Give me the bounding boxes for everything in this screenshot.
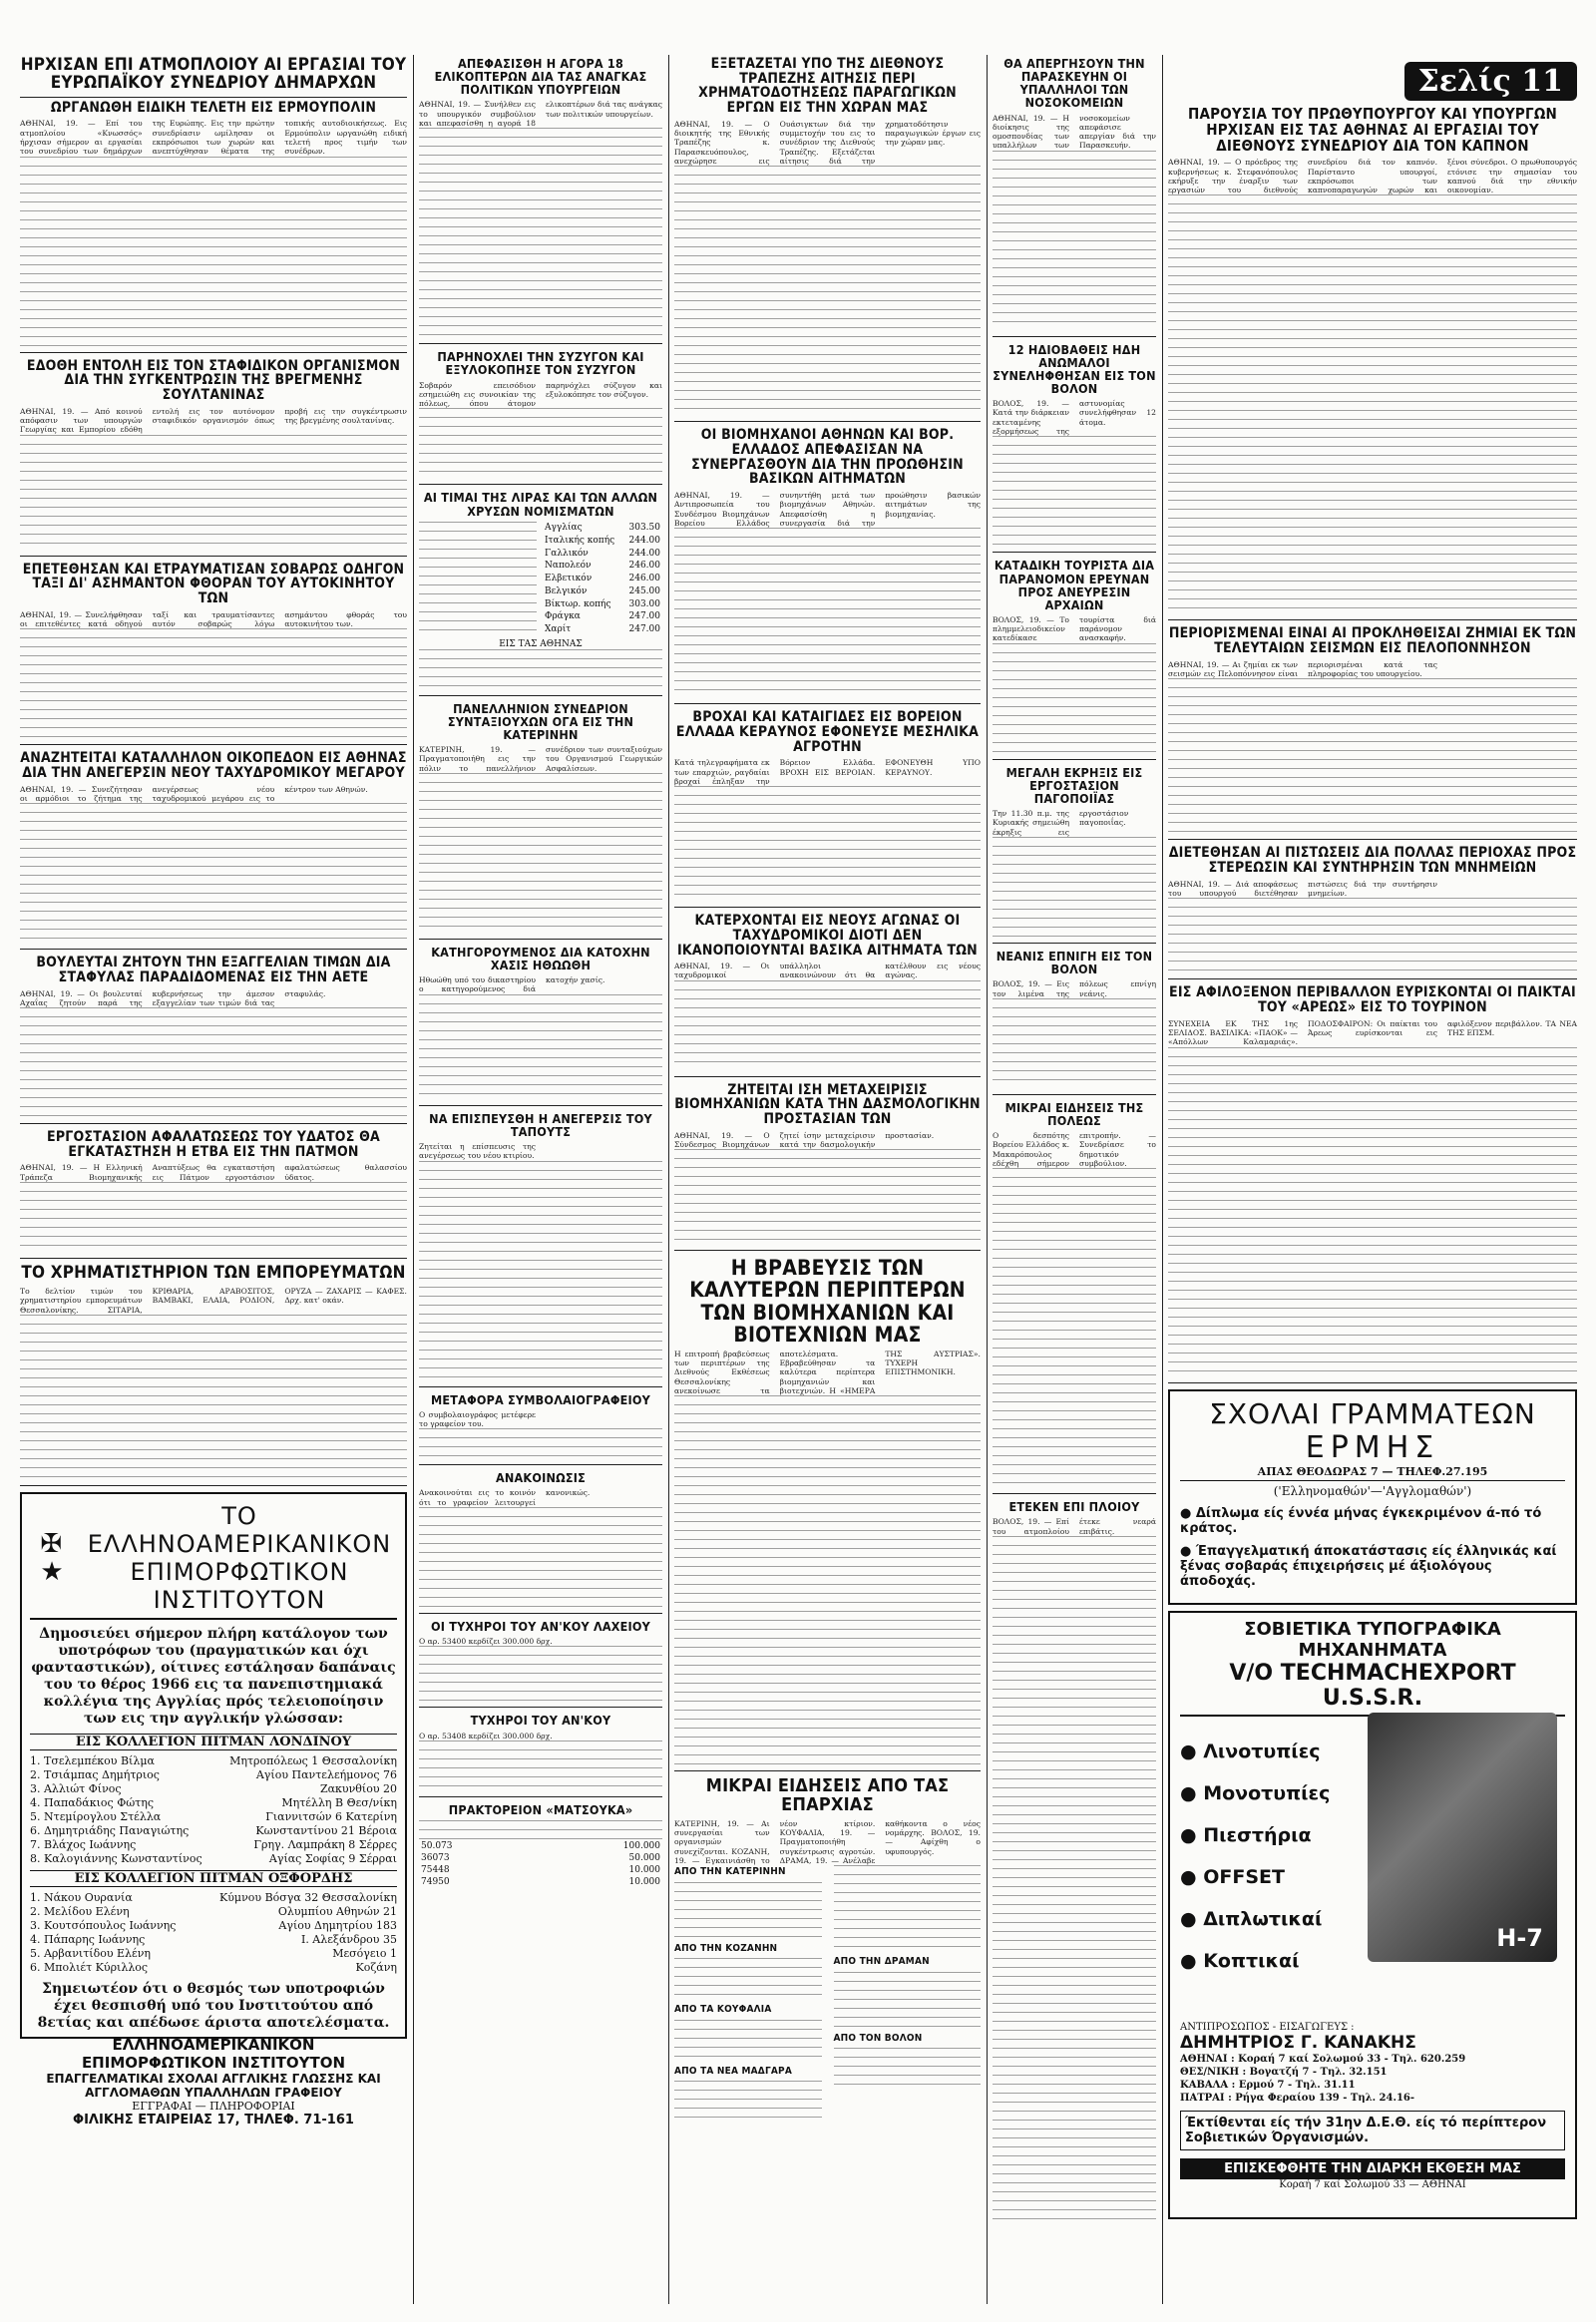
table-cell: 244.00 <box>628 548 660 559</box>
text-lines <box>674 786 981 901</box>
ad-address: ΑΠΑΣ ΘΕΟΔΩΡΑΣ 7 — ΤΗΛΕΦ.27.195 <box>1180 1465 1565 1481</box>
list-item <box>30 1905 397 1919</box>
table-cell: 50.000 <box>628 1853 660 1864</box>
list-item <box>30 1961 397 1975</box>
text-lines <box>20 803 407 943</box>
scholar-name: 6. Δημητριάδης Παναγιώτης <box>30 1823 190 1837</box>
product-item: ● Μονοτυπίες <box>1180 1782 1565 1804</box>
scholar-address: Μητροπόλεως 1 Θεσσαλονίκη <box>229 1753 397 1767</box>
text-lines <box>419 649 662 689</box>
table-cell: Ναπολεόν <box>545 561 592 572</box>
article-body: ΒΟΛΟΣ, 19. — Επί του ατμοπλοίου έτεκε νεαρά επιβάτις. <box>993 1517 1156 1536</box>
headline: ΕΠΕΤΕΘΗΣΑΝ ΚΑΙ ΕΤΡΑΥΜΑΤΙΣΑΝ ΣΟΒΑΡΩΣ ΟΔΗΓΟΝ ΤΑΞΙ ΔΙ' ΑΣΗΜΑΝΤΟΝ ΦΘΟΡΑΝ ΤΟΥ ΑΥΤΟΚΙΝΗΤΟΥ ΤΩΝ <box>22 561 405 606</box>
ad-title: ΕΠΙΜΟΡΦΩΤΙΚΟΝ ΙΝΣΤΙΤΟΥΤΟΝ <box>130 1557 349 1614</box>
table-cell: 246.00 <box>628 574 660 584</box>
ad-title: ΕΡΜΗΣ <box>1305 1429 1440 1465</box>
article-body: ΑΘΗΝΑΙ, 19. — Οι βουλευταί Αχαΐας ζητούν παρά της κυβερνήσεως την άμεσον εξαγγελίαν των τιμών διά τας σταφυλάς. <box>20 988 326 1007</box>
scholar-address: Γιαννιτσών 6 Κατερίνη <box>265 1809 397 1823</box>
article-lacheio <box>419 1620 662 1708</box>
article-body: ΑΘΗΝΑΙ, 19. — Ο διοικητής της Εθνικής Τραπέζης κ. Παρασκευόπουλος, ανεχώρησε εις Ουάσιγκτων διά την συμμετοχήν του εις το συνέδριον της Διεθνούς Τραπέζης. Εξετάζεται αίτησις διά την χρηματοδότησιν παραγωγικών έργων εις την χώραν μας. <box>674 119 981 166</box>
headline: ΕΙΣ ΑΦΙΛΟΞΕΝΟΝ ΠΕΡΙΒΑΛΛΟΝ ΕΥΡΙΣΚΟΝΤΑΙ ΟΙ ΠΑΙΚΤΑΙ ΤΟΥ «ΑΡΕΩΣ» ΕΙΣ ΤΟ ΤΟΥΡΙΝΟΝ <box>1169 984 1576 1016</box>
article-body: ΒΟΛΟΣ, 19. — Το πλημμελειοδικείον κατεδίκασε τουρίστα διά παράνομον ανασκαφήν. <box>993 614 1156 643</box>
list-item <box>30 1810 397 1824</box>
headline: ΝΕΑΝΙΣ ΕΠΝΙΓΗ ΕΙΣ ΤΟΝ ΒΟΛΟΝ <box>996 949 1153 977</box>
scholar-list <box>30 1754 397 1866</box>
scholar-name: 8. Καλογιάννης Κωνσταντίνος <box>30 1851 202 1865</box>
article-body: ΚΑΤΕΡΙΝΗ, 19. — Αι συνεργασίαι των οργανισμών συνεχίζονται. ΚΟΖΑΝΗ, 19. — Εγκαινιάσθη το νέον κτίριον. ΚΟΥΦΑΛΙΑ, 19. — Πραγματοποιήθη συγκέντρωσις αγροτών. ΔΡΑΜΑ, 19. — Ανέλαβε καθήκοντα ο νέος νομάρχης. ΒΟΛΟΣ, 19. — Αφίχθη ο υφυπουργός. <box>674 1818 981 1866</box>
table-cell: 303.00 <box>628 598 660 609</box>
ad-bullet: ● Έπαγγελματική άποκατάστασις είς έλληνικάς καί ξένας σοβαράς έπιχειρήσεις μέ άξιολόγους άποδοχάς. <box>1180 1544 1565 1589</box>
article-chasis <box>419 946 662 1106</box>
list-item <box>30 1919 397 1933</box>
article-vraveusis <box>674 1257 981 1771</box>
article-body: Ζητείται η επίσπευσις της ανεγέρσεως του νέου κτιρίου. <box>419 1142 536 1161</box>
ad-cta: Έκτίθενται είς τήν 31ην Δ.Ε.Θ. είς τό περίπτερον Σοβιετικών Όργανισμών. <box>1180 2111 1565 2150</box>
machine-model: Η-7 <box>1496 1923 1543 1952</box>
eagle-emblem-icon: ✠ ★ <box>40 1528 64 1587</box>
article-ekrixis <box>993 766 1156 944</box>
article-body: ΚΑΤΕΡΙΝΗ, 19. — Πραγματοποιήθη εις την πόλιν το πανελλήνιον συνέδριον των συνταξιούχων του Οργανισμού Γεωργικών Ασφαλίσεων. <box>419 745 662 773</box>
text-lines <box>20 157 407 346</box>
table-row <box>543 623 662 636</box>
section-label: ΑΠΟ ΤΗΝ ΚΑΤΕΡΙΝΗΝ <box>674 1866 786 1878</box>
article-body: ΑΘΗΝΑΙ, 19. — Επί του ατμοπλοίου «Κνωσσός» ήρχισαν σήμερον αι εργασίαι του συνεδρίου των δημάρχων της Ευρώπης. Εις την πρώτην συνεδρίασιν ωμίλησαν οι εκπρόσωποι των χωρών και ανεπτύχθησαν θέματα της τοπικής αυτοδιοικήσεως. Εις Ερμούπολιν ωργανώθη ειδική τελετή προς τιμήν των συνέδρων. <box>20 119 407 157</box>
text-lines <box>993 1536 1156 2224</box>
table-cell: Βελγικόν <box>545 585 588 596</box>
article-eparchies <box>674 1777 981 2127</box>
article-nosokomeia <box>993 57 1156 337</box>
table-cell: Βίκτωρ. κοπής <box>545 598 611 609</box>
rep-name: ΔΗΜΗΤΡΙΟΣ Γ. ΚΑΝΑΚΗΣ <box>1180 2032 1416 2053</box>
table-row <box>419 1864 662 1876</box>
table-cell: Ιταλικής κοπής <box>545 535 615 546</box>
article-vrochai <box>674 710 981 908</box>
headline: ΚΑΤΗΓΟΡΟΥΜΕΝΟΣ ΔΙΑ ΚΑΤΟΧΗΝ ΧΑΣΙΣ ΗΘΩΩΘΗ <box>431 944 650 973</box>
table-cell: 247.00 <box>628 624 660 635</box>
scholar-name: 3. Κουτσόπουλος Ιωάννης <box>30 1918 177 1932</box>
table-row <box>543 597 662 610</box>
headline: ΘΑ ΑΠΕΡΓΗΣΟΥΝ ΤΗΝ ΠΑΡΑΣΚΕΥΗΝ ΟΙ ΥΠΑΛΛΗΛΟΙ ΤΩΝ ΝΟΣΟΚΟΜΕΙΩΝ <box>1003 56 1145 111</box>
headline: ΜΙΚΡΑΙ ΕΙΔΗΣΕΙΣ ΤΗΣ ΠΟΛΕΩΣ <box>1004 1099 1144 1128</box>
ad-footer-address: Κοραή 7 καί Σολωμού 33 — ΑΘΗΝΑΙ <box>1279 2178 1466 2190</box>
scholar-address: Αγίου Δημητρίου 183 <box>278 1918 397 1932</box>
column-2 <box>419 55 662 1900</box>
scholar-address: Γρηγ. Λαμπράκη 8 Σέρρες <box>253 1837 397 1851</box>
article-body: ΒΟΛΟΣ, 19. — Κατά την διάρκειαν εκτεταμένης εξορμήσεως της αστυνομίας συνελήφθησαν 12 άτομα. <box>993 399 1156 437</box>
article-body: ΑΘΗΝΑΙ, 19. — Οι ταχυδρομικοί υπάλληλοι ανακοινώνουν ότι θα κατέλθουν εις νέους αγώνας. <box>674 962 981 980</box>
scholar-address: Ζακυνθίου 20 <box>319 1781 397 1795</box>
ad-footer: ΕΠΙΣΚΕΦΘΗΤΕ ΤΗΝ ΔΙΑΡΚΗ ΕΚΘΕΣΗ ΜΑΣ <box>1180 2158 1565 2179</box>
text-lines <box>419 994 662 1099</box>
headline: ΒΡΟΧΑΙ ΚΑΙ ΚΑΤΑΙΓΙΔΕΣ ΕΙΣ ΒΟΡΕΙΟΝ ΕΛΛΑΔΑ ΚΕΡΑΥΝΟΣ ΕΦΟΝΕΥΣΕ ΜΕΣΗΛΙΚΑ ΑΓΡΟΤΗΝ <box>675 709 980 755</box>
article-body: Ο συμβολαιογράφος μετέφερε το γραφείον του. <box>419 1409 536 1429</box>
text-lines <box>20 628 407 738</box>
headline: ΝΑ ΕΠΙΣΠΕΥΣΘΗ Η ΑΝΕΓΕΡΣΙΣ ΤΟΥ ΤΑΠΟΥΤΣ <box>429 1110 652 1139</box>
headline: ΠΡΑΚΤΟΡΕΙΟΝ «ΜΑΤΣΟΥΚΑ» <box>448 1801 633 1817</box>
ad-schools <box>1168 1389 1577 1605</box>
rep-label: ΑΝΤΙΠΡΟΣΩΠΟΣ - ΕΙΣΑΓΩΓΕΥΣ : <box>1180 2021 1355 2033</box>
article-body: ΑΘΗΝΑΙ, 19. — Αι ζημίαι εκ των σεισμών εις Πελοπόννησον είναι περιορισμέναι κατά τας πληροφορίας του υπουργείου. <box>1168 659 1437 679</box>
table-cell: 303.50 <box>628 523 660 534</box>
table-cell: 75448 <box>421 1865 450 1876</box>
text-lines <box>993 837 1156 937</box>
article-patmos <box>20 1130 407 1259</box>
text-lines <box>419 1428 662 1458</box>
table-cell: 74950 <box>421 1877 450 1888</box>
headline: ΠΑΡΟΥΣΙΑ ΤΟΥ ΠΡΩΘΥΠΟΥΡΓΟΥ ΚΑΙ ΥΠΟΥΡΓΩΝ ΗΡΧΙΣΑΝ ΕΙΣ ΤΑΣ ΑΘΗΝΑΣ ΑΙ ΕΡΓΑΣΙΑΙ ΤΟΥ ΔΙΕΘΝΟΥΣ ΣΥΝΕΔΡΙΟΥ ΔΙΑ ΤΟΝ ΚΑΠΝΟΝ <box>1187 105 1557 155</box>
table-row <box>543 610 662 623</box>
list-item <box>30 1796 397 1810</box>
scholar-address: Ι. Αλεξάνδρου 35 <box>300 1932 397 1946</box>
headline: ΕΤΕΚΕΝ ΕΠΙ ΠΛΟΙΟΥ <box>1008 1499 1140 1515</box>
article-dimarchon <box>20 57 407 353</box>
scholar-name: 4. Παπαδάκιος Φώτης <box>30 1795 155 1809</box>
text-lines <box>993 151 1156 330</box>
ad-footer: ΕΠΙΜΟΡΦΩΤΙΚΟΝ ΙΝΣΤΙΤΟΥΤΟΝ <box>81 2053 346 2072</box>
scholar-name: 6. Μπολιέτ Κύριλλος <box>30 1960 149 1974</box>
article-elikoptera <box>419 57 662 344</box>
scholar-name: 7. Βλάχος Ιωάννης <box>30 1837 137 1851</box>
office-address: ΠΑΤΡΑΙ : Ρήγα Φεραίου 139 - Τηλ. 24.16- <box>1180 2092 1415 2104</box>
headline: ΕΡΓΟΣΤΑΣΙΟΝ ΑΦΑΛΑΤΩΣΕΩΣ ΤΟΥ ΥΔΑΤΟΣ ΘΑ ΕΓΚΑΤΑΣΤΗΣΗ Η ΕΤΒΑ ΕΙΣ ΤΗΝ ΠΑΤΜΟΝ <box>47 1129 380 1160</box>
article-vouleftai <box>20 956 407 1124</box>
table-cell: 247.00 <box>628 611 660 622</box>
scholar-name: 5. Αρβανιτίδου Ελένη <box>30 1946 151 1960</box>
table-cell: Αγγλίας <box>545 523 583 534</box>
article-metafora <box>419 1393 662 1466</box>
article-body: Ο αρ. 53408 κερδίζει 300.000 δρχ. <box>419 1731 553 1741</box>
article-praktoreio <box>419 1803 662 1894</box>
column-rule <box>413 55 414 2304</box>
article-body: ΑΘΗΝΑΙ, 19. — Συνελήφθησαν οι επιτεθέντες κατά οδηγού ταξί και τραυματίσαντες αυτόν σοβαρώς λόγω ασημάντου φθοράς του αυτοκινήτου των. <box>20 609 407 628</box>
ad-footer: ΦΙΛΙΚΗΣ ΕΤΑΙΡΕΙΑΣ 17, ΤΗΛΕΦ. 71-161 <box>73 2112 354 2128</box>
text-lines <box>419 773 662 933</box>
list-item <box>30 1824 397 1838</box>
headline: ΖΗΤΕΙΤΑΙ ΙΣΗ ΜΕΤΑΧΕΙΡΙΣΙΣ ΒΙΟΜΗΧΑΝΙΩΝ ΚΑΤΑ ΤΗΝ ΔΑΣΜΟΛΟΓΙΚΗΝ ΠΡΟΣΤΑΣΙΑΝ ΤΩΝ <box>674 1081 981 1128</box>
headline: ΜΕΓΑΛΗ ΕΚΡΗΞΙΣ ΕΙΣ ΕΡΓΟΣΤΑΣΙΟΝ ΠΑΓΟΠΟΙΪΑΣ <box>1005 764 1143 807</box>
ad-footer: ΕΛΛΗΝΟΑΜΕΡΙΚΑΝΙΚΟΝ <box>112 2035 315 2054</box>
column-5 <box>1168 62 1577 2225</box>
table-cell: 10.000 <box>628 1877 660 1888</box>
scholar-name: 4. Πάπαρης Ιωάννης <box>30 1932 146 1946</box>
table-row <box>419 1840 662 1852</box>
text-lines <box>20 435 407 550</box>
headline: ΟΙ ΤΥΧΗΡΟΙ ΤΟΥ ΑΝ'ΚΟΥ ΛΑΧΕΙΟΥ <box>430 1619 651 1635</box>
text-lines <box>993 1168 1156 1487</box>
text-lines <box>993 998 1156 1088</box>
table-row <box>543 573 662 585</box>
headline: ΠΕΡΙΟΡΙΣΜΕΝΑΙ ΕΙΝΑΙ ΑΙ ΠΡΟΚΛΗΘΕΙΣΑΙ ΖΗΜΙΑΙ ΕΚ ΤΩΝ ΤΕΛΕΥΤΑΙΩΝ ΣΕΙΣΜΩΝ ΕΙΣ ΠΕΛΟΠΟΝΝΗΣΟΝ <box>1168 625 1577 657</box>
headline: ΔΙΕΤΕΘΗΣΑΝ ΑΙ ΠΙΣΤΩΣΕΙΣ ΔΙΑ ΠΟΛΛΑΣ ΠΕΡΙΟΧΑΣ ΠΡΟΣ ΣΤΕΡΕΩΣΙΝ ΚΑΙ ΣΥΝΤΗΡΗΣΙΝ ΤΩΝ ΜΝΗΜΕΙΩΝ <box>1168 845 1577 877</box>
text-lines <box>20 1315 407 1479</box>
headline: Η ΒΡΑΒΕΥΣΙΣ ΤΩΝ ΚΑΛΥΤΕΡΩΝ ΠΕΡΙΠΤΕΡΩΝ ΤΩΝ ΒΙΟΜΗΧΑΝΙΩΝ ΚΑΙ ΒΙΟΤΕΧΝΙΩΝ ΜΑΣ <box>689 1256 966 1347</box>
text-lines <box>1168 678 1577 833</box>
scholar-address: Μεσόγειο 1 <box>332 1946 397 1960</box>
article-taxi <box>20 563 407 746</box>
text-lines <box>674 528 981 697</box>
list-item <box>30 1947 397 1961</box>
headline: ΒΟΥΛΕΥΤΑΙ ΖΗΤΟΥΝ ΤΗΝ ΕΞΑΓΓΕΛΙΑΝ ΤΙΜΩΝ ΔΙΑ ΣΤΑΦΥΛΑΣ ΠΑΡΑΔΙΔΟΜΕΝΑΣ ΕΙΣ ΤΗΝ ΑΕΤΕ <box>36 955 391 985</box>
masthead <box>1168 62 1577 101</box>
article-body: ΑΘΗΝΑΙ, 19. — Ο Σύνδεσμος Βιομηχάνων ζητεί ίσην μεταχείρισιν κατά την δασμολογικήν προστασίαν. <box>674 1130 935 1150</box>
text-lines <box>1168 1047 1577 1376</box>
article-chrimatistirio <box>20 1265 407 1486</box>
table-cell: Γαλλικόν <box>545 548 589 559</box>
gold-price-table <box>543 522 662 636</box>
text-lines <box>419 128 662 337</box>
article-body: ΑΘΗΝΑΙ, 19. — Η Ελληνική Τράπεζα Βιομηχανικής Αναπτύξεως θα εγκαταστήση εις Πάτμον εργοστάσιον αφαλατώσεως θαλασσίου ύδατος. <box>20 1163 407 1182</box>
text-lines <box>1168 194 1577 613</box>
headline: ΗΡΧΙΣΑΝ ΕΠΙ ΑΤΜΟΠΛΟΙΟΥ ΑΙ ΕΡΓΑΣΙΑΙ ΤΟΥ ΕΥΡΩΠΑΪΚΟΥ ΣΥΝΕΔΡΙΟΥ ΔΗΜΑΡΧΩΝ <box>20 55 407 93</box>
article-body: ΑΘΗΝΑΙ, 19. — Η διοίκησις της ομοσπονδίας των υπαλλήλων των νοσοκομείων απεφάσισε απεργίαν διά την Παρασκευήν. <box>993 113 1156 151</box>
table-cell: 36073 <box>421 1853 450 1864</box>
article-lires <box>419 491 662 695</box>
headline: ΚΑΤΑΔΙΚΗ ΤΟΥΡΙΣΤΑ ΔΙΑ ΠΑΡΑΝΟΜΟΝ ΕΡΕΥΝΑΝ ΠΡΟΣ ΑΝΕΥΡΕΣΙΝ ΑΡΧΑΙΩΝ <box>994 558 1155 612</box>
table-row <box>419 1852 662 1864</box>
scholar-address: Κωνσταντίνου 21 Βέροια <box>255 1823 397 1837</box>
table-cell: Ελβετικόν <box>545 574 593 584</box>
scholar-address: Μητέλλη Β Θεσ/νίκη <box>281 1795 397 1809</box>
table-cell: 245.00 <box>628 585 660 596</box>
section-label: ΑΠΟ ΤΗΝ ΚΟΖΑΝΗΝ <box>674 1942 778 1954</box>
article-mnimeia <box>1168 846 1577 979</box>
headline: ΚΑΤΕΡΧΟΝΤΑΙ ΕΙΣ ΝΕΟΥΣ ΑΓΩΝΑΣ ΟΙ ΤΑΧΥΔΡΟΜΙΚΟΙ ΔΙΟΤΙ ΔΕΝ ΙΚΑΝΟΠΟΙΟΥΝΤΑΙ ΒΑΣΙΚΑ ΑΙΤΗΜΑΤΑ ΤΩΝ <box>677 913 978 959</box>
article-kapnos <box>1168 107 1577 620</box>
ad-title: V/O TECHMACHEXPORT U.S.S.R. <box>1180 1661 1565 1717</box>
article-body: ΑΘΗΝΑΙ, 19. — Διά αποφάσεως του υπουργού διετέθησαν πιστώσεις διά την συντήρησιν μνημείων. <box>1168 879 1437 899</box>
headline: ΑΝΑΖΗΤΕΙΤΑΙ ΚΑΤΑΛΛΗΛΟΝ ΟΙΚΟΠΕΔΟΝ ΕΙΣ ΑΘΗΝΑΣ ΔΙΑ ΤΗΝ ΑΝΕΓΕΡΣΙΝ ΝΕΟΥ ΤΑΧΥΔΡΟΜΙΚΟΥ ΜΕΓΑΡΟΥ <box>20 750 407 781</box>
headline: ΜΙΚΡΑΙ ΕΙΔΗΣΕΙΣ ΑΠΟ ΤΑΣ ΕΠΑΡΧΙΑΣ <box>705 1775 950 1815</box>
article-syntaxiouchoi <box>419 702 662 940</box>
column-rule <box>668 55 669 2304</box>
article-body: Κατά τηλεγραφήματα εκ των επαρχιών, ραγδαίαι βροχαί έπληξαν την Βόρειον Ελλάδα. ΒΡΟΧΗ ΕΙΣ ΒΕΡΟΙΑΝ. ΕΦΟΝΕΥΘΗ ΥΠΟ ΚΕΡΑΥΝΟΥ. <box>674 758 981 786</box>
table-row <box>543 534 662 547</box>
article-stafida <box>20 359 407 557</box>
list-item <box>30 1768 397 1782</box>
article-body: ΑΘΗΝΑΙ, 19. — Ο πρόεδρος της κυβερνήσεως κ. Στεφανόπουλος εκήρυξε την έναρξιν των εργασιών του διεθνούς συνεδρίου διά τον καπνόν. Παρίσταντο υπουργοί, εκπρόσωποι των καπνοπαραγωγών χωρών και ξένοι σύνεδροι. Ο πρωθυπουργός ετόνισε την σημασίαν του καπνού διά την εθνικήν οικονομίαν. <box>1168 158 1577 195</box>
ad-institute <box>20 1492 407 2128</box>
text-lines <box>674 166 981 415</box>
text-lines <box>993 436 1156 546</box>
table-row <box>543 547 662 560</box>
article-trapeza <box>674 57 981 422</box>
headline: ΑΠΕΦΑΣΙΣΘΗ Η ΑΓΟΡΑ 18 ΕΛΙΚΟΠΤΕΡΩΝ ΔΙΑ ΤΑΣ ΑΝΑΓΚΑΣ ΠΟΛΙΤΙΚΩΝ ΥΠΟΥΡΓΕΙΩΝ <box>434 56 647 98</box>
ad-footer: ΕΠΑΓΓΕΛΜΑΤΙΚΑΙ ΣΧΟΛΑΙ ΑΓΓΛΙΚΗΣ ΓΛΩΣΣΗΣ ΚΑΙ ΑΓΓΛΟΜΑΘΩΝ ΥΠΑΛΛΗΛΩΝ ΓΡΑΦΕΙΟΥ <box>46 2071 381 2100</box>
text-lines <box>419 1646 662 1701</box>
headline: ΤΟ ΧΡΗΜΑΤΙΣΤΗΡΙΟΝ ΤΩΝ ΕΜΠΟΡΕΥΜΑΤΩΝ <box>21 1263 406 1284</box>
text-lines <box>993 643 1156 753</box>
ad-bullet: ● Δίπλωμα είς έννέα μήνας έγκεκριμένον ά-πό τό κράτος. <box>1180 1506 1565 1536</box>
article-body: Την 11.30 π.μ. της Κυριακής σημειώθη έκρηξις εις εργοστάσιον παγοποιΐας. <box>993 809 1129 837</box>
article-body: ΑΘΗΝΑΙ, 19. — Συνεζήτησαν οι αρμόδιοι το ζήτημα της ανεγέρσεως νέου ταχυδρομικού μεγάρου εις το κέντρον των Αθηνών. <box>20 784 368 803</box>
table-cell: 246.00 <box>628 561 660 572</box>
text-lines <box>674 2020 822 2065</box>
list-item <box>30 1933 397 1947</box>
scholar-address: Κοζάνη <box>355 1960 397 1974</box>
scholar-name: 2. Τσιάμπας Δημήτριος <box>30 1767 160 1781</box>
text-lines <box>674 1882 822 1942</box>
ad-subtitle: ('Ελληνομαθών'—'Αγγλομαθών') <box>1273 1483 1472 1498</box>
product-item: ● Λινοτυπίες <box>1180 1741 1565 1762</box>
text-lines <box>674 980 981 1070</box>
list-item <box>30 1754 397 1768</box>
article-tychiroi <box>419 1714 662 1796</box>
page-number-badge: Σελίς 11 <box>1404 62 1577 101</box>
article-anakoinosis <box>419 1471 662 1614</box>
article-anomaloi <box>993 343 1156 554</box>
article-body: ΣΥΝΕΧΕΙΑ ΕΚ ΤΗΣ 1ης ΣΕΛΙΔΟΣ. ΒΑΣΙΛΙΚΑ: «ΠΑΟΚ» — «Απόλλων Καλαμαριάς». ΠΟΔΟΣΦΑΙΡΟΝ: Οι παίκται του Άρεως ευρίσκονται εις αφιλόξενον περιβάλλον. ΤΑ ΝΕΑ ΤΗΣ ΕΠΣΜ. <box>1168 1018 1577 1047</box>
ad-title: ΣΧΟΛΑΙ ΓΡΑΜΜΑΤΕΩΝ <box>1209 1396 1536 1430</box>
printing-machine-image <box>1368 1713 1557 1962</box>
product-item: ● Διπλωτικαί <box>1180 1908 1565 1930</box>
article-etekev <box>993 1500 1156 2230</box>
column-1 <box>20 55 407 2128</box>
headline: ΠΑΡΗΝΟΧΛΕΙ ΤΗΝ ΣΥΖΥΓΟΝ ΚΑΙ ΕΞΥΛΟΚΟΠΗΣΕ ΤΟΝ ΣΥΖΥΓΟΝ <box>437 349 644 378</box>
headline: ΕΔΟΘΗ ΕΝΤΟΛΗ ΕΙΣ ΤΟΝ ΣΤΑΦΙΔΙΚΟΝ ΟΡΓΑΝΙΣΜΟΝ ΔΙΑ ΤΗΝ ΣΥΓΚΕΝΤΡΩΣΙΝ ΤΗΣ ΒΡΕΓΜΕΝΗΣ ΣΟΥΛΤΑΝΙΝΑΣ <box>26 357 401 403</box>
text-lines <box>1168 898 1577 972</box>
headline: ΠΑΝΕΛΛΗΝΙΟΝ ΣΥΝΕΔΡΙΟΝ ΣΥΝΤΑΞΙΟΥΧΩΝ ΟΓΑ ΕΙΣ ΤΗΝ ΚΑΤΕΡΙΝΗΝ <box>447 700 634 742</box>
table-cell: 50.073 <box>421 1841 453 1852</box>
article-tachydromikoi <box>674 914 981 1077</box>
text-lines <box>419 1820 662 1840</box>
table-row <box>543 560 662 573</box>
table-cell: Φράγκα <box>545 611 581 622</box>
ad-footer: ΕΓΓΡΑΦΑΙ — ΠΛΗΡΟΦΟΡΙΑΙ <box>132 2099 295 2113</box>
table-cell: Χαρίτ <box>545 624 572 635</box>
article-body: ΑΘΗΝΑΙ, 19. — Συνήλθεν εις το υπουργικόν συμβούλιον και απεφασίσθη η αγορά 18 ελικοπτέρων διά τας ανάγκας των πολιτικών υπουργείων. <box>419 100 662 128</box>
article-syzygos <box>419 350 662 485</box>
section-label: ΑΠΟ ΤΟΝ ΒΟΛΟΝ <box>833 2032 923 2044</box>
list-item <box>30 1852 397 1866</box>
scholar-name: 5. Ντεμίρογλου Στέλλα <box>30 1809 162 1823</box>
text-lines <box>419 522 537 636</box>
text-lines <box>674 2081 822 2121</box>
ad-intro: Δημοσιεύει σήμερον πλήρη κατάλογον των υποτρόφων του (πραγματικών και όχι φανταστικών), οίτινες εστάλησαν δαπάναις του το θέρος 1966 εις τα πανεπιστημιακά κολλέγια της Αγγλίας πρός τελειοποίησιν των εις την αγγλικήν γλώσσαν: <box>31 1625 396 1727</box>
office-address: ΘΕΣ/ΝΙΚΗ : Βογατζή 7 - Τηλ. 32.151 <box>1180 2066 1388 2078</box>
article-mikrai-poleos <box>993 1101 1156 1494</box>
table-cell: 100.000 <box>622 1841 660 1852</box>
article-body: Το δελτίον τιμών του χρηματιστηρίου εμπορευμάτων Θεσσαλονίκης. ΣΙΤΑΡΙΑ, ΚΡΙΘΑΡΙΑ, ΑΡΑΒΟΣΙΤΟΣ, ΒΑΜΒΑΚΙ, ΕΛΑΙΑ, ΡΟΔΙΟΝ, ΟΡΥΖΑ — ΖΑΧΑΡΙΣ — ΚΑΦΕΣ. Δρχ. κατ' οκάν. <box>20 1286 407 1315</box>
scholar-address: Κύμνου Βόσγα 32 Θεσσαλονίκη <box>219 1890 397 1904</box>
ad-note: Σημειωτέον ότι ο θεσμός των υποτροφιών έχει θεσπισθή υπό του Ινστιτούτου από 8ετίας και απέδωσε άριστα αποτελέσματα. <box>37 1980 390 2031</box>
ad-title: ΤΟ ΕΛΛΗΝΟΑΜΕΡΙΚΑΝΙΚΟΝ <box>87 1501 392 1558</box>
text-lines <box>20 1182 407 1252</box>
article-body: Ηθωώθη υπό του δικαστηρίου ο κατηγορούμενος διά κατοχήν χασίς. <box>419 975 605 994</box>
scholar-name: 1. Τσελεμπέκου Βίλμα <box>30 1753 155 1767</box>
scholar-address: Ολυμπίου Αθηνών 21 <box>277 1904 397 1918</box>
text-lines <box>419 1741 662 1790</box>
text-lines <box>674 1958 822 2003</box>
table-cell: 10.000 <box>628 1865 660 1876</box>
text-lines <box>834 2048 982 2088</box>
list-item <box>30 1782 397 1796</box>
headline: ΤΥΧΗΡΟΙ ΤΟΥ ΑΝ'ΚΟΥ <box>470 1713 611 1729</box>
office-address: ΚΑΒΑΛΑ : Ερμού 7 - Τηλ. 31.11 <box>1180 2079 1356 2091</box>
product-item: ● Πιεστήρια <box>1180 1824 1565 1846</box>
text-lines <box>419 408 662 478</box>
scholar-address: Αγίας Σοφίας 9 Σέρραι <box>268 1851 397 1865</box>
headline: 12 ΗΔΙΟΒΑΘΕΙΣ ΗΔΗ ΑΝΩΜΑΛΟΙ ΣΥΝΕΛΗΦΘΗΣΑΝ ΕΙΣ ΤΟΝ ΒΟΛΟΝ <box>993 341 1156 397</box>
text-lines <box>419 1507 662 1607</box>
list-item <box>30 1891 397 1905</box>
list-item <box>30 1838 397 1852</box>
headline: ΟΙ ΒΙΟΜΗΧΑΝΟΙ ΑΘΗΝΩΝ ΚΑΙ ΒΟΡ. ΕΛΛΑΔΟΣ ΑΠΕΦΑΣΙΣΑΝ ΝΑ ΣΥΝΕΡΓΑΣΘΟΥΝ ΔΙΑ ΤΗΝ ΠΡΟΩΘΗΣΙΝ ΒΑΣΙΚΩΝ ΑΙΤΗΜΑΤΩΝ <box>691 427 964 488</box>
column-rule <box>987 55 988 2304</box>
section-label: ΑΠΟ ΤΑ ΚΟΥΦΑΛΙΑ <box>674 2004 772 2016</box>
college-heading: ΕΙΣ ΚΟΛΛΕΓΙΟΝ ΠΙΤΜΑΝ ΛΟΝΔΙΝΟΥ <box>30 1734 397 1750</box>
text-lines <box>674 1149 981 1244</box>
text-lines <box>834 1972 982 2032</box>
article-dasmologiki <box>674 1083 981 1252</box>
subheadline: ΩΡΓΑΝΩΘΗ ΕΙΔΙΚΗ ΤΕΛΕΤΗ ΕΙΣ ΕΡΜΟΥΠΟΛΙΝ <box>20 97 407 116</box>
text-lines <box>419 1161 662 1380</box>
ad-title: ΣΟΒΙΕΤΙΚΑ ΤΥΠΟΓΡΑΦΙΚΑ ΜΗΧΑΝΗΜΑΤΑ <box>1244 1618 1501 1661</box>
column-3 <box>674 55 981 2132</box>
scholar-name: 3. Αλλιώτ Φίνος <box>30 1781 122 1795</box>
article-body: ΒΟΛΟΣ, 19. — Εις τον λιμένα της πόλεως επνίγη νεάνις. <box>993 979 1156 998</box>
college-heading: ΕΙΣ ΚΟΛΛΕΓΙΟΝ ΠΙΤΜΑΝ ΟΞΦΟΡΔΗΣ <box>30 1870 397 1887</box>
article-body: Ανακοινούται εις το κοινόν ότι το γραφείον λειτουργεί κανονικώς. <box>419 1488 591 1507</box>
section-label: ΕΙΣ ΤΑΣ ΑΘΗΝΑΣ <box>499 638 583 649</box>
text-lines <box>674 1395 981 1764</box>
article-body: ΑΘΗΝΑΙ, 19. — Από κοινού απόφασιν των υπουργών Γεωργίας και Εμπορίου εδόθη εντολή εις τον αυτόνομον σταφιδικόν οργανισμόν όπως προβή εις την συγκέντρωσιν της βρεγμένης σουλτανίνας. <box>20 406 407 435</box>
article-areos <box>1168 985 1577 1382</box>
ad-machines <box>1168 1611 1577 2219</box>
column-rule <box>1162 55 1163 2304</box>
section-label: ΑΠΟ ΤΗΝ ΔΡΑΜΑΝ <box>833 1956 930 1968</box>
article-tapouts <box>419 1112 662 1387</box>
headline: ΕΞΕΤΑΖΕΤΑΙ ΥΠΟ ΤΗΣ ΔΙΕΘΝΟΥΣ ΤΡΑΠΕΖΗΣ ΑΙΤΗΣΙΣ ΠΕΡΙ ΧΡΗΜΑΤΟΔΟΤΗΣΕΩΣ ΠΑΡΑΓΩΓΙΚΩΝ ΕΡΓΩΝ ΕΙΣ ΤΗΝ ΧΩΡΑΝ ΜΑΣ <box>698 56 957 117</box>
article-body: Ο αρ. 53400 κερδίζει 300.000 δρχ. <box>419 1637 553 1647</box>
article-viomichanoi <box>674 428 981 704</box>
text-lines <box>20 1007 407 1117</box>
table-row <box>543 584 662 597</box>
scholar-address: Αγίου Παντελεήμονος 76 <box>255 1767 397 1781</box>
article-body: ΑΘΗΝΑΙ, 19. — Αντιπροσωπεία του Συνδέσμου Βιομηχάνων Βορείου Ελλάδος συνηντήθη μετά των βιομηχάνων Αθηνών. Απεφασίσθη η συνεργασία διά την προώθησιν βασικών αιτημάτων της βιομηχανίας. <box>674 490 981 528</box>
headline: ΑΙ ΤΙΜΑΙ ΤΗΣ ΛΙΡΑΣ ΚΑΙ ΤΩΝ ΑΛΛΩΝ ΧΡΥΣΩΝ ΝΟΜΙΣΜΑΤΩΝ <box>423 490 658 519</box>
article-body: Η επιτροπή βραβεύσεως των περιπτέρων της Διεθνούς Εκθέσεως Θεσσαλονίκης ανεκοίνωσε τα αποτελέσματα. Εβραβεύθησαν τα καλύτερα περίπτερα βιομηχανιών και βιοτεχνιών. Η «ΗΜΕΡΑ ΤΗΣ ΑΥΣΤΡΙΑΣ». ΤΥΧΕΡΗ ΕΠΙΣΤΗΜΟΝΙΚΗ. <box>674 1349 981 1395</box>
section-label: ΑΠΟ ΤΑ ΝΕΑ ΜΑΔΓΑΡΑ <box>674 2065 792 2077</box>
scholar-name: 1. Νάκου Ουρανία <box>30 1890 133 1904</box>
lottery-table <box>419 1840 662 1888</box>
article-seismoi <box>1168 626 1577 840</box>
headline: ΑΝΑΚΟΙΝΩΣΙΣ <box>496 1470 586 1486</box>
table-row <box>419 1876 662 1888</box>
table-cell: 244.00 <box>628 535 660 546</box>
article-tachydromeio <box>20 751 407 950</box>
column-4 <box>993 55 1156 2236</box>
scholar-name: 2. Μελίδου Ελένη <box>30 1904 130 1918</box>
article-body: Ο δεσπότης Βορείου Ελλάδος κ. Μακαρόπουλος εδέχθη σήμερον επιτροπήν. — Συνεδρίασε το δημοτικόν συμβούλιον. <box>993 1131 1156 1169</box>
headline: ΜΕΤΑΦΟΡΑ ΣΥΜΒΟΛΑΙΟΓΡΑΦΕΙΟΥ <box>431 1391 650 1407</box>
article-neanis <box>993 950 1156 1095</box>
office-address: ΑΘΗΝΑΙ : Κοραή 7 καί Σολωμού 33 - Τηλ. 620.259 <box>1180 2053 1466 2065</box>
scholar-list <box>30 1891 397 1975</box>
article-body: Σοβαρόν επεισόδιον εσημειώθη εις συνοικίαν της πόλεως, όπου άτομον παρηνόχλει σύζυγον και εξυλοκόπησε τον σύζυγον. <box>419 380 662 409</box>
text-lines <box>834 1865 982 1955</box>
table-row <box>543 522 662 535</box>
article-touristas <box>993 559 1156 759</box>
product-item: ● Κοπτικαί <box>1180 1950 1565 1972</box>
product-item: ● OFFSET <box>1180 1866 1565 1888</box>
